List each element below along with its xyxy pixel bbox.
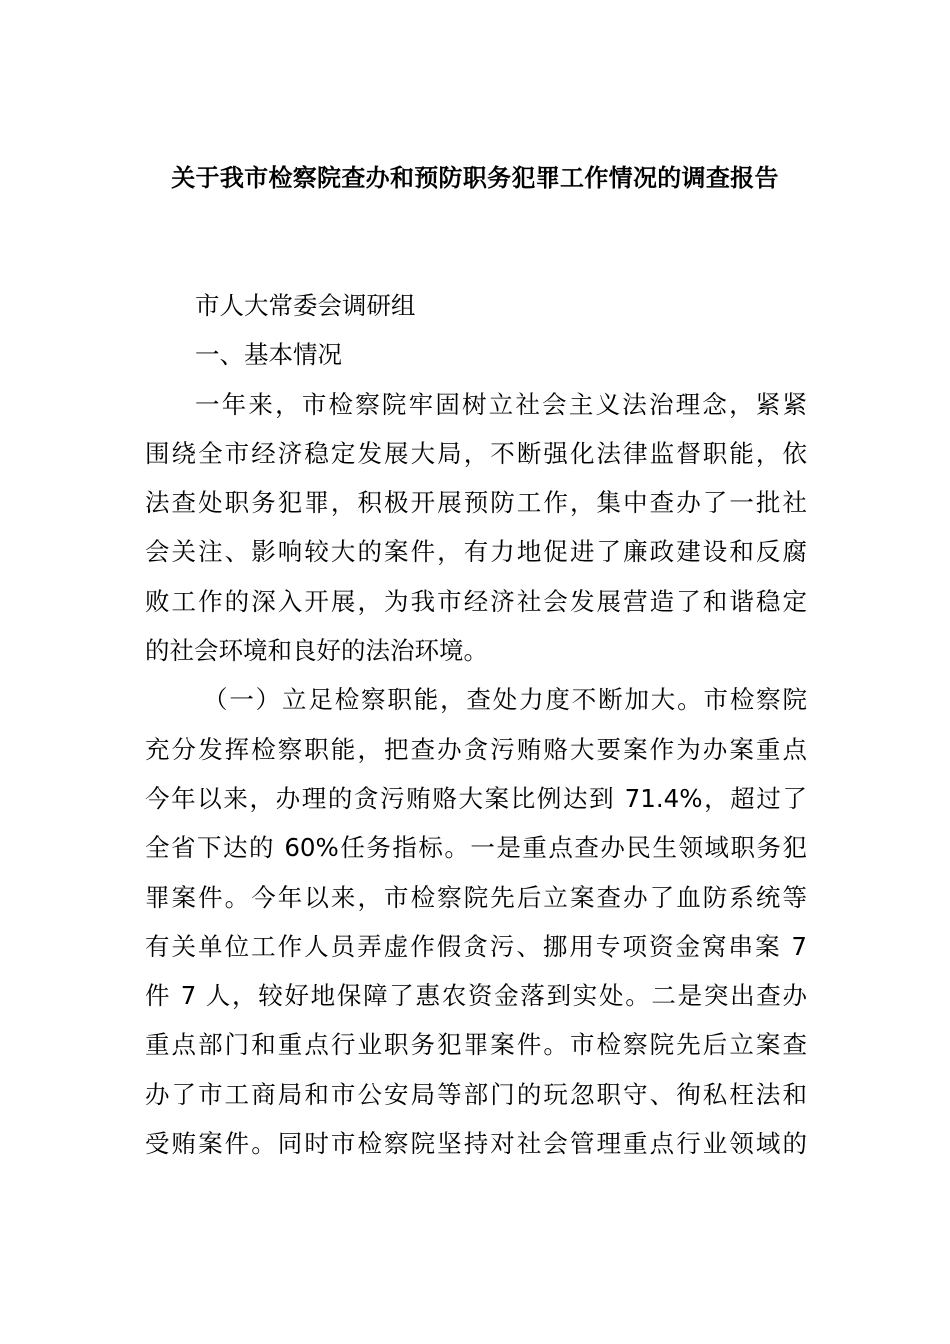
text-line: 重点部门和重点行业职务犯罪案件。市检察院先后立案查	[145, 1030, 807, 1060]
text-line: 法查处职务犯罪，积极开展预防工作，集中查办了一批社	[145, 488, 807, 518]
text-line: 败工作的深入开展，为我市经济社会发展营造了和谐稳定	[145, 586, 807, 616]
author-line: 市人大常委会调研组	[195, 291, 416, 320]
section-heading: 一、基本情况	[195, 340, 342, 370]
text-line: 罪案件。今年以来，市检察院先后立案查办了血防系统等	[145, 882, 807, 912]
document-body	[145, 281, 807, 1168]
text-line: 的社会环境和良好的法治环境。	[145, 636, 488, 666]
text-line: 全省下达的 60%任务指标。一是重点查办民生领域职务犯	[145, 833, 807, 863]
text-line: 一年来，市检察院牢固树立社会主义法治理念，紧紧	[195, 389, 807, 419]
text-line: 办了市工商局和市公安局等部门的玩忽职守、徇私枉法和	[145, 1079, 807, 1109]
text-line: 围绕全市经济稳定发展大局，不断强化法律监督职能，依	[145, 438, 807, 468]
document-title: 关于我市检察院查办和预防职务犯罪工作情况的调查报告	[171, 164, 779, 192]
text-line: 受贿案件。同时市检察院坚持对社会管理重点行业领域的	[145, 1129, 807, 1159]
paragraph-1	[145, 380, 807, 676]
text-line: 会关注、影响较大的案件，有力地促进了廉政建设和反腐	[145, 537, 807, 567]
text-line: 件 7 人，较好地保障了惠农资金落到实处。二是突出查办	[145, 981, 807, 1011]
text-line: 今年以来，办理的贪污贿赂大案比例达到 71.4%，超过了	[145, 783, 807, 813]
text-line: 充分发挥检察职能，把查办贪污贿赂大要案作为办案重点	[145, 734, 807, 764]
paragraph-2	[145, 675, 807, 1168]
text-line: （一）立足检察职能，查处力度不断加大。市检察院	[203, 685, 807, 715]
text-line: 有关单位工作人员弄虚作假贪污、挪用专项资金窝串案 7	[145, 931, 807, 961]
